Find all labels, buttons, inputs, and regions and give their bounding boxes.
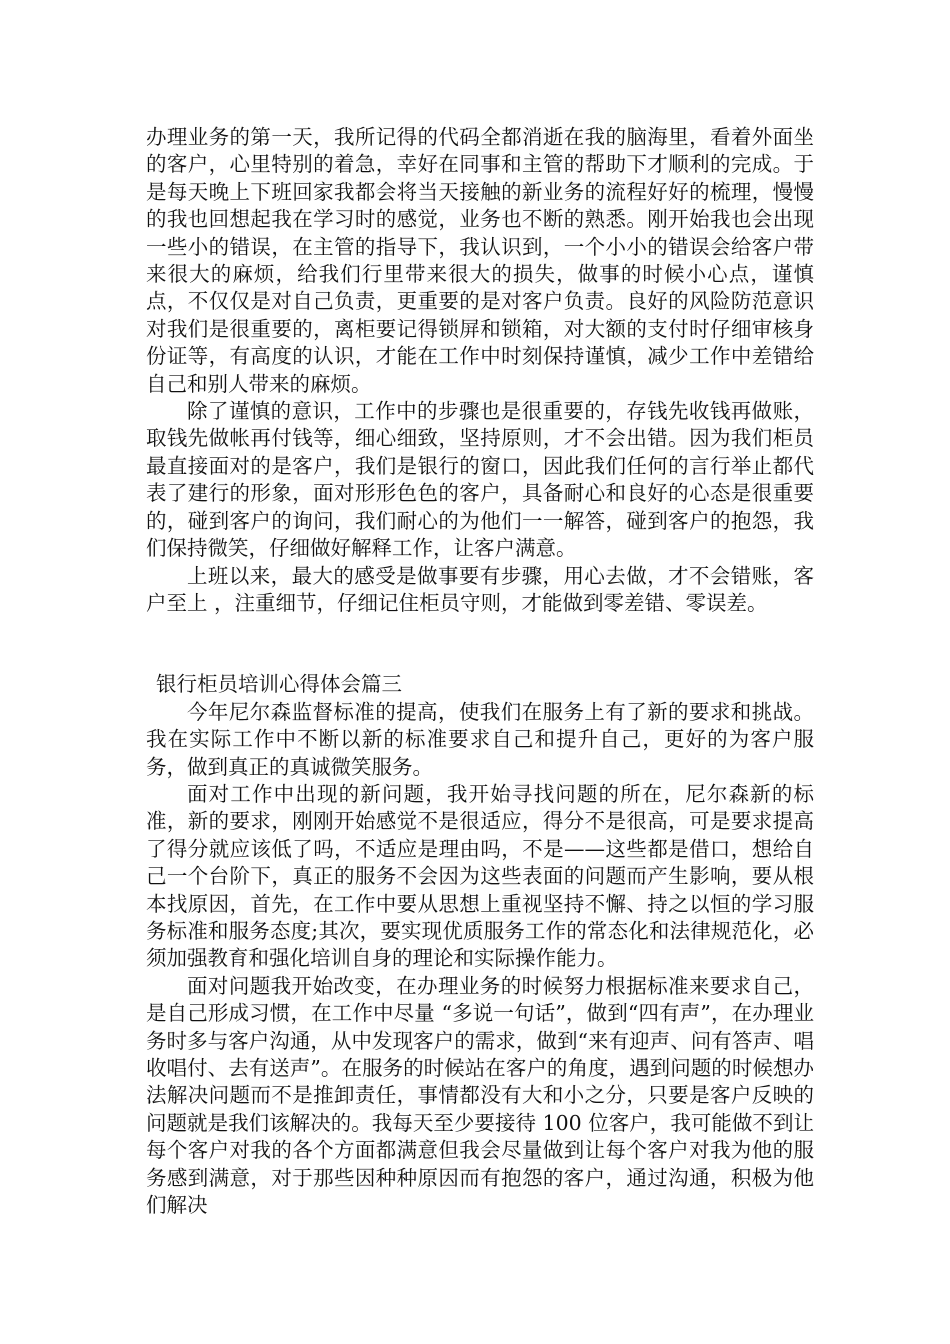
paragraph: 面对问题我开始改变，在办理业务的时候努力根据标准来要求自己，是自己形成习惯，在工作中尽量 “多说一句话”，做到“四有声”，在办理业务时多与客户沟通，从中发现客户的需求，做到“来有迎声、问有答声、唱收唱付、去有送声”。在服务的时候站在客户的角度，遇到问题的时候想办法解决问题而不是推卸责任，事情都没有大和小之分，只要是客户反映的问题就是我们该解决的。我每天至少要接待 100 位客户，我可能做不到让每个客户对我的各个方面都满意但我会尽量做到让每个客户对我为他的服务感到满意，对于那些因种种原因而有抱怨的客户，通过沟通，积极为他们解决	[146, 973, 814, 1218]
paragraph: 上班以来，最大的感受是做事要有步骤，用心去做，才不会错账，客户至上 ，注重细节，仔细记住柜员守则，才能做到零差错、零误差。	[146, 563, 814, 615]
paragraph: 面对工作中出现的新问题，我开始寻找问题的所在，尼尔森新的标准，新的要求，刚刚开始感觉不是很适应，得分不是很高，可是要求提高了得分就应该低了吗，不适应是理由吗，不是——这些都是借口，想给自己一个台阶下，真正的服务不会因为这些表面的问题而产生影响，要从根本找原因，首先，在工作中要从思想上重视坚持不懈、持之以恒的学习服务标准和服务态度;其次，要实现优质服务工作的常态化和法律规范化，必须加强教育和强化培训自身的理论和实际操作能力。	[146, 781, 814, 971]
paragraph: 今年尼尔森监督标准的提高，使我们在服务上有了新的要求和挑战。我在实际工作中不断以新的标准要求自己和提升自己，更好的为客户服务，做到真正的真诚微笑服务。	[146, 699, 814, 779]
section-spacer	[146, 617, 814, 671]
paragraph: 办理业务的第一天，我所记得的代码全都消逝在我的脑海里，看着外面坐的客户，心里特别的着急，幸好在同事和主管的帮助下才顺利的完成。于是每天晚上下班回家我都会将当天接触的新业务的流程好好的梳理，慢慢的我也回想起我在学习时的感觉，业务也不断的熟悉。刚开始我也会出现一些小的错误，在主管的指导下，我认识到，一个小小的错误会给客户带来很大的麻烦，给我们行里带来很大的损失，做事的时候小心点，谨慎点，不仅仅是对自己负责，更重要的是对客户负责。良好的风险防范意识对我们是很重要的，离柜要记得锁屏和锁箱，对大额的支付时仔细审核身份证等，有高度的认识，才能在工作中时刻保持谨慎，减少工作中差错给自己和别人带来的麻烦。	[146, 125, 814, 396]
section-heading: 银行柜员培训心得体会篇三	[156, 672, 402, 697]
document-body	[146, 124, 814, 1219]
paragraph: 除了谨慎的意识，工作中的步骤也是很重要的，存钱先收钱再做账，取钱先做帐再付钱等，细心细致，坚持原则，才不会出错。因为我们柜员最直接面对的是客户，我们是银行的窗口，因此我们任何的言行举止都代表了建行的形象，面对形形色色的客户，具备耐心和良好的心态是很重要的，碰到客户的询问，我们耐心的为他们一一解答，碰到客户的抱怨，我们保持微笑，仔细做好解释工作，让客户满意。	[146, 399, 814, 561]
